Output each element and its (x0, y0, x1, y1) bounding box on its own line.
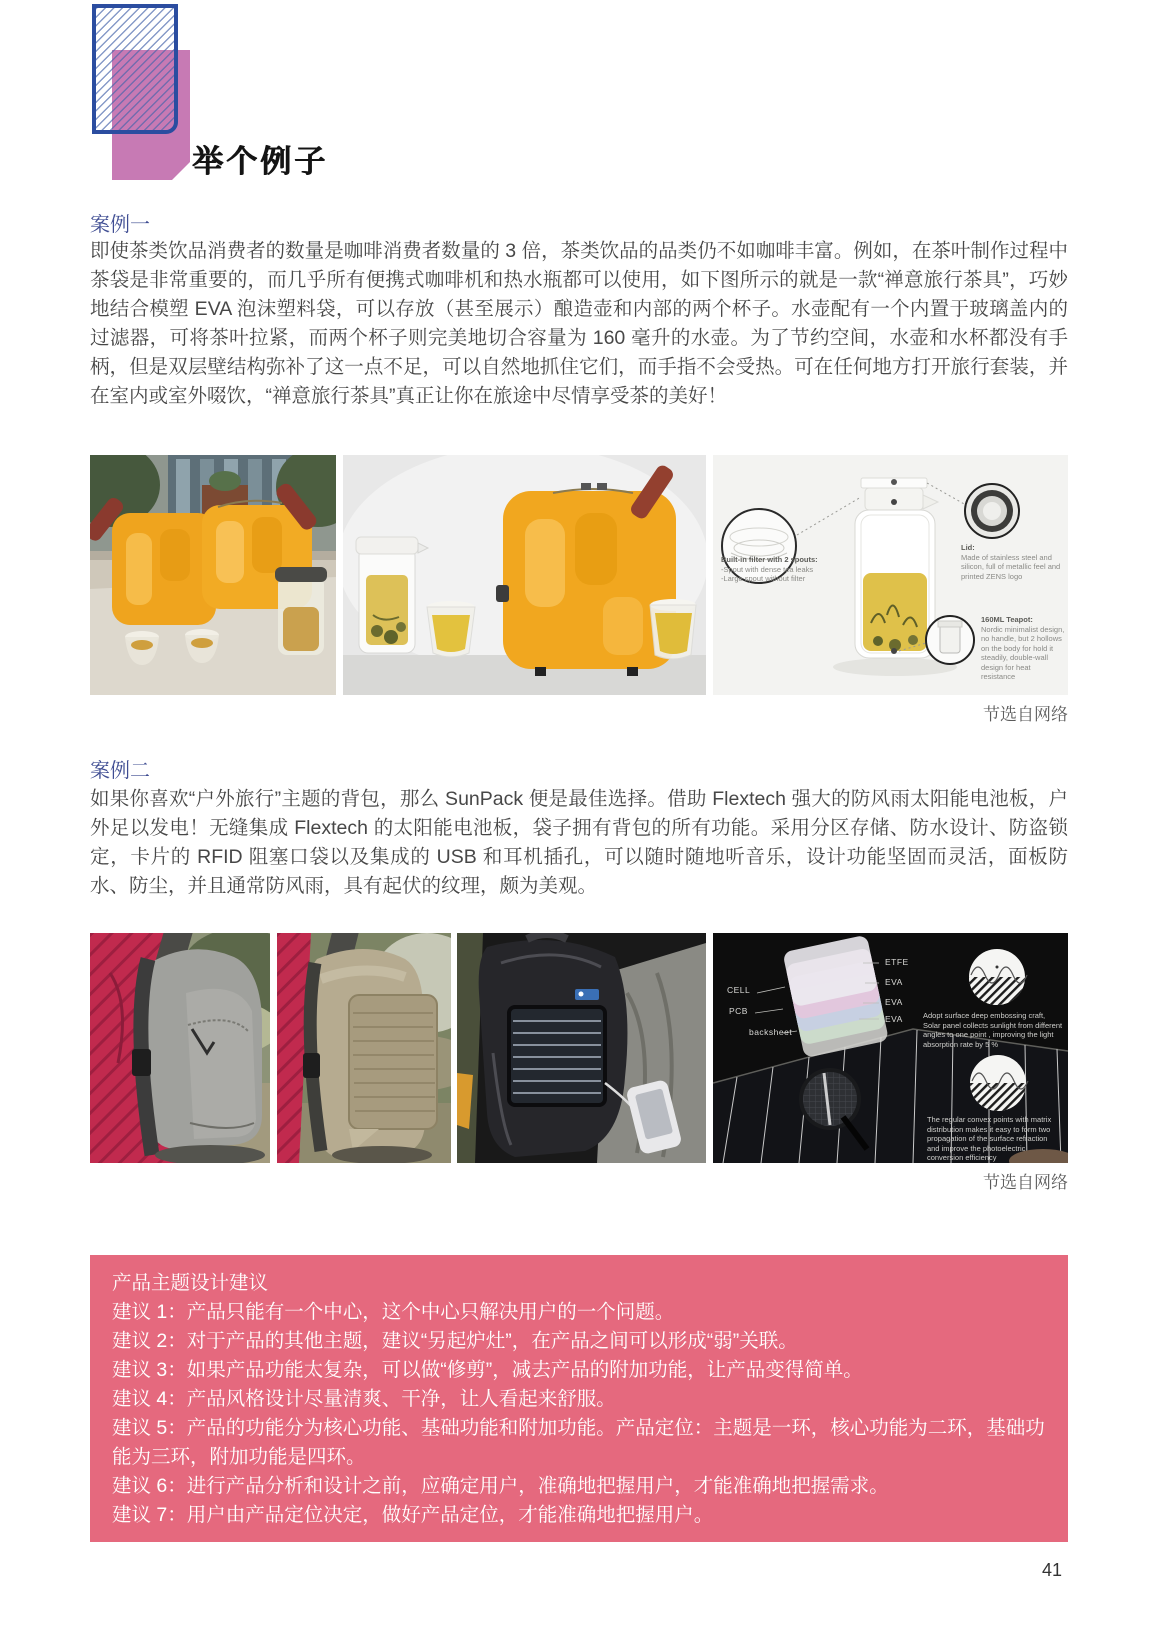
layer-label-pcb: PCB (728, 1006, 748, 1016)
design-suggestions-box (90, 1255, 1068, 1542)
case2-heading: 案例二 (90, 760, 150, 782)
figure-caption: 节选自网络 (983, 705, 1068, 724)
photo-backpack-charging (457, 933, 706, 1163)
backpack2-illustration (277, 933, 451, 1163)
tea-studio-illustration (343, 455, 706, 695)
backpack3-illustration (457, 933, 706, 1163)
filter-annotation-title: Built-in filter with 2 spouts: (721, 555, 818, 564)
figure-caption: 节选自网络 (983, 1173, 1068, 1192)
photo-backpack-solar-flap (277, 933, 451, 1163)
layer-label-cell: CELL (726, 985, 751, 995)
case2-paragraph: 如果你喜欢“户外旅行”主题的背包，那么 SunPack 便是最佳选择。借助 Flextech 强大的防风雨太阳能电池板，户外足以发电！无缝集成 Flextech 的太阳能电池板，袋子拥有背包的所有功能。采用分区存储、防水设计、防盗锁定，卡片的 RFID 阻塞口袋以及集成的 USB 和耳机插孔，可以随时随地听音乐，设计功能坚固而灵活，面板防水、防尘，并且通常防风雨，具有起伏的纹理，颇为美观。 (90, 788, 1068, 897)
suggestion-item-7: 建议 7：用户由产品定位决定，做好产品定位，才能准确地把握用户。 (112, 1504, 714, 1526)
figure-teapot-diagram (713, 455, 1068, 695)
backpack1-illustration (90, 933, 270, 1163)
layer-label-eva1: EVA (884, 977, 903, 987)
suggestions-title: 产品主题设计建议 (112, 1272, 269, 1294)
filter-annotation-line: -Large spout without filter (721, 574, 806, 583)
tea-figure-row (90, 455, 1068, 695)
decorative-hatched-square (92, 4, 178, 134)
layer-label-eva2: EVA (884, 997, 903, 1007)
filter-annotation-line: -Spout with dense tea leaks (721, 564, 814, 574)
solar-note-1: Adopt surface deep embossing craft, Solar panel collects sunlight from different angles to one point , improving the light absorption rate by 5 % (922, 1011, 1063, 1049)
backpack-figure-row (90, 933, 1068, 1163)
suggestion-item-1: 建议 1：产品只能有一个中心，这个中心只解决用户的一个问题。 (112, 1301, 675, 1323)
photo-backpack-grey (90, 933, 270, 1163)
teapot-annotation-text: Nordic minimalist design, no handle, but 2 hollows on the body for hold it steadily, double-wall design for heat resistance (981, 624, 1065, 681)
layer-label-eva3: EVA (884, 1014, 903, 1024)
suggestion-item-6: 建议 6：进行产品分析和设计之前，应确定用户，准确地把握用户，才能准确地把握需求。 (112, 1475, 889, 1497)
section-title: 举个例子 (192, 144, 328, 179)
filter-annotation (721, 555, 823, 584)
teapot-annotation-title: 160ML Teapot: (981, 615, 1033, 624)
photo-tea-case-outdoor (90, 455, 336, 695)
photo-tea-set-studio (343, 455, 706, 695)
case1-heading: 案例一 (90, 214, 150, 236)
tea-outdoor-illustration (90, 455, 336, 695)
page-number: 41 (1041, 1560, 1062, 1580)
case1-paragraph: 即使茶类饮品消费者的数量是咖啡消费者数量的 3 倍，茶类饮品的品类仍不如咖啡丰富。例如，在茶叶制作过程中茶袋是非常重要的，而几乎所有便携式咖啡机和热水瓶都可以使用，如下图所示的就是一款“禅意旅行茶具”，巧妙地结合模塑 EVA 泡沫塑料袋，可以存放（甚至展示）酿造壶和内部的两个杯子。水壶配有一个内置于玻璃盖内的过滤器，可将茶叶拉紧，而两个杯子则完美地切合容量为 160 毫升的水壶。为了节约空间，水壶和水杯都没有手柄，但是双层壁结构弥补了这一点不足，可以自然地抓住它们，而手指不会受热。可在任何地方打开旅行套装，并在室内或室外啜饮，“禅意旅行茶具”真正让你在旅途中尽情享受茶的美好！ (90, 240, 1068, 407)
layer-label-backsheet: backsheet (748, 1027, 793, 1037)
lid-annotation (961, 543, 1061, 581)
suggestion-item-2: 建议 2：对于产品的其他主题，建议“另起炉灶”，在产品之间可以形成“弱”关联。 (112, 1330, 798, 1352)
lid-annotation-title: Lid: (961, 543, 975, 552)
teapot-annotation (981, 615, 1065, 682)
layer-label-etfe: ETFE (884, 957, 909, 967)
lid-annotation-text: Made of stainless steel and silicon, full of metallic feel and printed ZENS logo (961, 552, 1061, 581)
suggestion-item-5: 建议 5：产品的功能分为核心功能、基础功能和附加功能。产品定位：主题是一环，核心功能为二环，基础功能为三环，附加功能是四环。 (112, 1417, 1045, 1468)
solar-note-2: The regular convex points with matrix distribution makes it easy to form two propagation of the surface refraction and improve the photoelectric conversion efficiency (926, 1115, 1052, 1162)
figure-solar-diagram (713, 933, 1068, 1163)
suggestion-item-4: 建议 4：产品风格设计尽量清爽、干净，让人看起来舒服。 (112, 1388, 616, 1410)
suggestion-item-3: 建议 3：如果产品功能太复杂，可以做“修剪”，减去产品的附加功能，让产品变得简单。 (112, 1359, 863, 1381)
